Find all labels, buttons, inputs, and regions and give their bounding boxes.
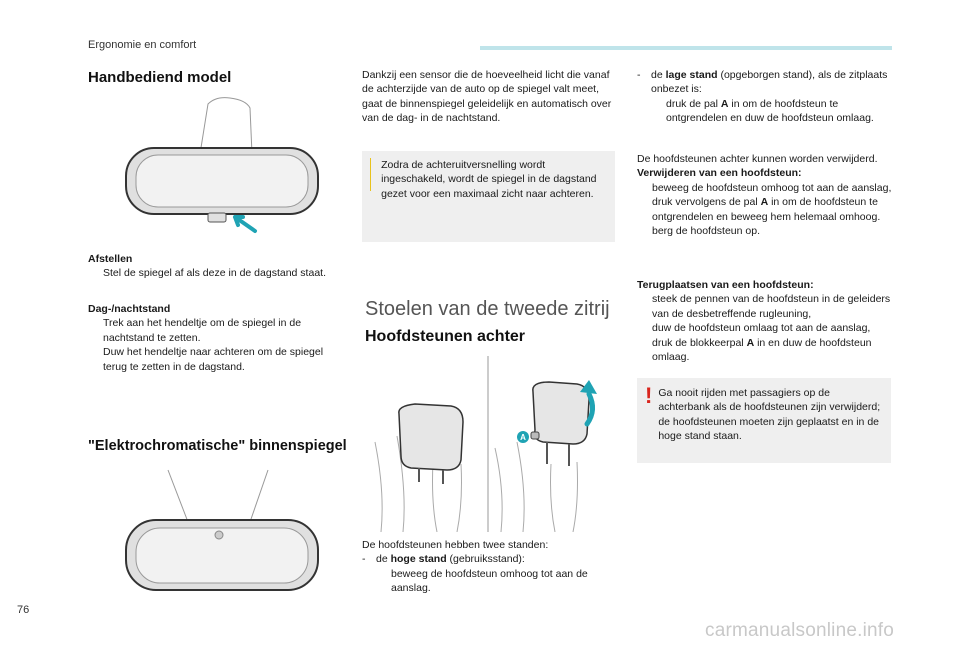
refit-block <box>637 278 892 365</box>
list-item: - de lage stand (opgeborgen stand), als de zitplaats onbezet is: <box>637 69 888 96</box>
remove-intro: De hoofdsteunen achter kunnen worden verwijderd. <box>637 153 878 165</box>
manual-mirror-illustration <box>118 88 358 238</box>
push-arrow-icon <box>235 217 255 231</box>
daynight-block <box>88 302 340 374</box>
bullet-icon <box>637 224 648 238</box>
list-item: Trek aan het hendeltje om de spiegel in de nachtstand te zetten. <box>88 316 340 345</box>
daynight-label: Dag-/nachtstand <box>88 303 171 315</box>
electrochromatic-mirror-illustration <box>118 462 358 597</box>
list-item: druk de blokkeerpal A in en duw de hoofdsteun omlaag. <box>637 336 892 365</box>
warning-note <box>637 378 891 463</box>
list-item: steek de pennen van de hoofdsteun in de geleiders van de desbetreffende rugleuning, <box>637 292 892 321</box>
heading-manual-model: Handbediend model <box>88 69 232 86</box>
remove-label: Verwijderen van een hoofdsteun: <box>637 167 802 180</box>
info-note-text: Zodra de achteruitversnelling wordt ingeschakeld, wordt de spiegel in de dagstand gezet voor een maximaal zicht naar achteren. <box>381 159 597 200</box>
rear-headrests-illustration <box>365 352 615 532</box>
electrochromatic-intro: Dankzij een sensor die de hoeveelheid licht die vanaf de achterzijde van de auto op de spiegel valt meet, gaat de binnenspiegel geleidelijk en automatisch over van de dag- in de nachtstand. <box>362 69 612 125</box>
list-item: - de hoge stand (gebruiksstand): <box>362 553 525 566</box>
bullet-icon <box>376 567 387 596</box>
bullet-icon <box>88 266 99 280</box>
bullet-icon <box>637 336 648 365</box>
warning-text: Ga nooit rijden met passagiers op de achterbank als de hoofdsteunen zijn verwijderd; de hoofdsteunen moeten zijn geplaatst en in de hoge stand staan. <box>658 387 881 443</box>
heading-electrochromatic: "Elektrochromatische" binnenspiegel <box>88 438 347 454</box>
list-item: beweeg de hoofdsteun omhoog tot aan de aanslag. <box>362 567 614 596</box>
section-title: Stoelen van de tweede zitrij <box>365 298 610 320</box>
bullet-icon <box>88 316 99 345</box>
light-sensor-icon <box>215 531 223 539</box>
page-number: 76 <box>17 604 30 616</box>
remove-block <box>637 152 892 239</box>
callout-a-label: A <box>520 433 526 442</box>
positions-block <box>362 538 614 596</box>
dash-marker: - <box>362 553 366 566</box>
warning-icon: ! <box>645 383 653 408</box>
bullet-icon <box>637 321 648 335</box>
low-position-block <box>637 68 892 126</box>
header-accent-bar <box>480 46 892 50</box>
dash-marker: - <box>637 69 641 81</box>
info-note <box>362 151 615 242</box>
refit-label: Terugplaatsen van een hoofdsteun: <box>637 279 814 291</box>
list-item: Duw het hendeltje naar achteren om de spiegel terug te zetten in de dagstand. <box>88 345 340 374</box>
list-item: berg de hoofdsteun op. <box>637 224 892 238</box>
heading-rear-headrests: Hoofdsteunen achter <box>365 328 526 345</box>
list-item: Stel de spiegel af als deze in de dagstand staat. <box>88 266 340 280</box>
list-item: druk vervolgens de pal A in om de hoofdsteun te ontgrendelen en beweeg hem helemaal omhoog. <box>637 195 892 224</box>
bullet-icon <box>637 292 648 321</box>
bullet-icon <box>637 181 648 195</box>
bullet-icon <box>637 195 648 224</box>
info-marker-icon <box>370 158 371 191</box>
list-item: duw de hoofdsteun omlaag tot aan de aanslag, <box>637 321 892 335</box>
adjust-block <box>88 252 340 281</box>
list-item: druk de pal A in om de hoofdsteun te ontgrendelen en duw de hoofdsteun omlaag. <box>637 97 892 126</box>
watermark: carmanualsonline.info <box>705 620 895 641</box>
positions-intro: De hoofdsteunen hebben twee standen: <box>362 539 549 551</box>
header-title: Ergonomie en comfort <box>88 39 197 51</box>
list-item: beweeg de hoofdsteun omhoog tot aan de aanslag, <box>637 181 892 195</box>
bullet-icon <box>651 97 662 126</box>
adjust-label: Afstellen <box>88 253 133 265</box>
latch-icon <box>531 432 539 439</box>
bullet-icon <box>88 345 99 374</box>
